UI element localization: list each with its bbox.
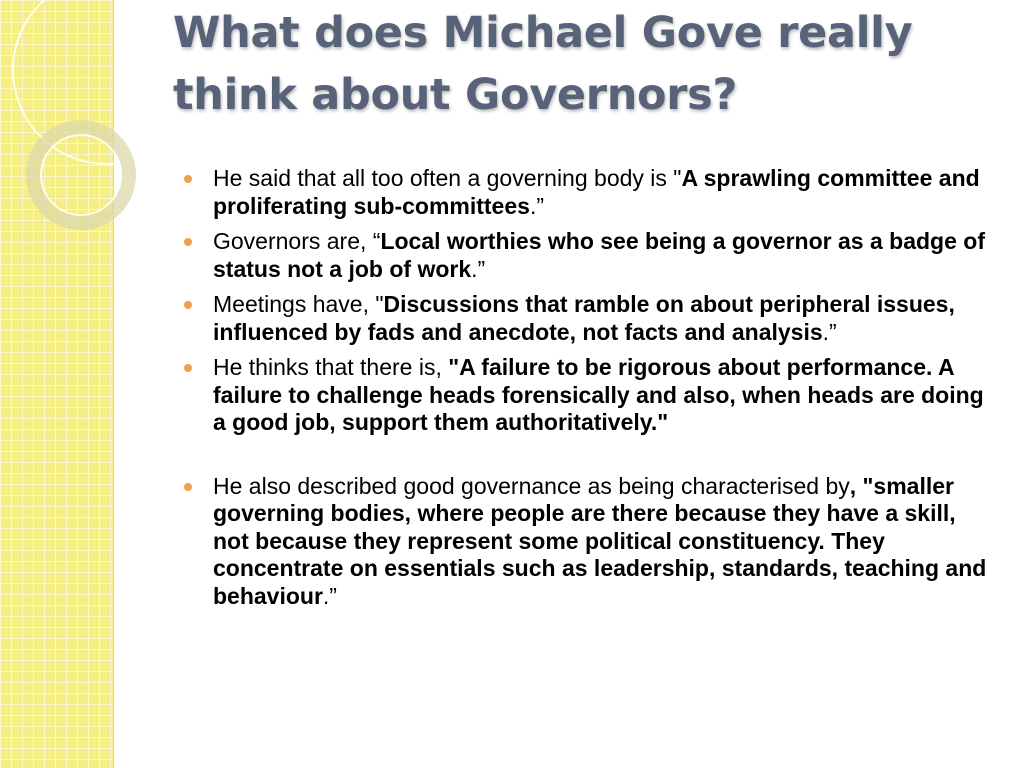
bullet-plain-text: Governors are, “ xyxy=(213,228,381,254)
bullet-item xyxy=(183,291,993,346)
slide-title: What does Michael Gove really think about Governors? xyxy=(173,8,913,120)
bullet-dot-icon xyxy=(184,175,192,183)
bullet-bold-quote: "A failure to be rigorous about performance. A failure to challenge heads forensically and also, when heads are doing a good job, support them authoritatively." xyxy=(213,354,984,435)
bullet-end-text: .” xyxy=(471,255,486,282)
bullet-dot-icon xyxy=(184,238,192,246)
bullet-dot-icon xyxy=(184,483,192,491)
bullet-item xyxy=(183,473,993,611)
bullet-bold-quote: A sprawling committee and proliferating sub-committees xyxy=(213,165,980,219)
bullet-bold-quote: , "smaller governing bodies, where people are there because they have a skill, not because they represent some political constituency. They concentrate on essentials such as leadership, standards, teaching and behaviour xyxy=(213,472,987,609)
bullet-dot-icon xyxy=(184,364,192,372)
decorative-ring-inner xyxy=(40,134,122,216)
bullet-end-text: .” xyxy=(529,192,544,219)
bullet-item xyxy=(183,165,993,220)
decorative-side-band xyxy=(0,0,114,768)
bullet-bold-quote: Discussions that ramble on about peripheral issues, influenced by fads and anecdote, not facts and analysis xyxy=(213,291,955,345)
bullet-plain-text: He thinks that there is, xyxy=(213,354,449,380)
bullet-dot-icon xyxy=(184,301,192,309)
bullet-plain-text: He said that all too often a governing body is " xyxy=(213,165,682,191)
bullet-end-text: .” xyxy=(322,582,337,609)
bullet-bold-quote: Local worthies who see being a governor as a badge of status not a job of work xyxy=(213,228,985,282)
bullet-item xyxy=(183,354,993,437)
bullet-end-text: .” xyxy=(822,318,837,345)
bullet-item xyxy=(183,228,993,283)
bullet-list xyxy=(183,165,993,618)
bullet-plain-text: Meetings have, " xyxy=(213,291,384,317)
bullet-plain-text: He also described good governance as being characterised by xyxy=(213,472,850,499)
